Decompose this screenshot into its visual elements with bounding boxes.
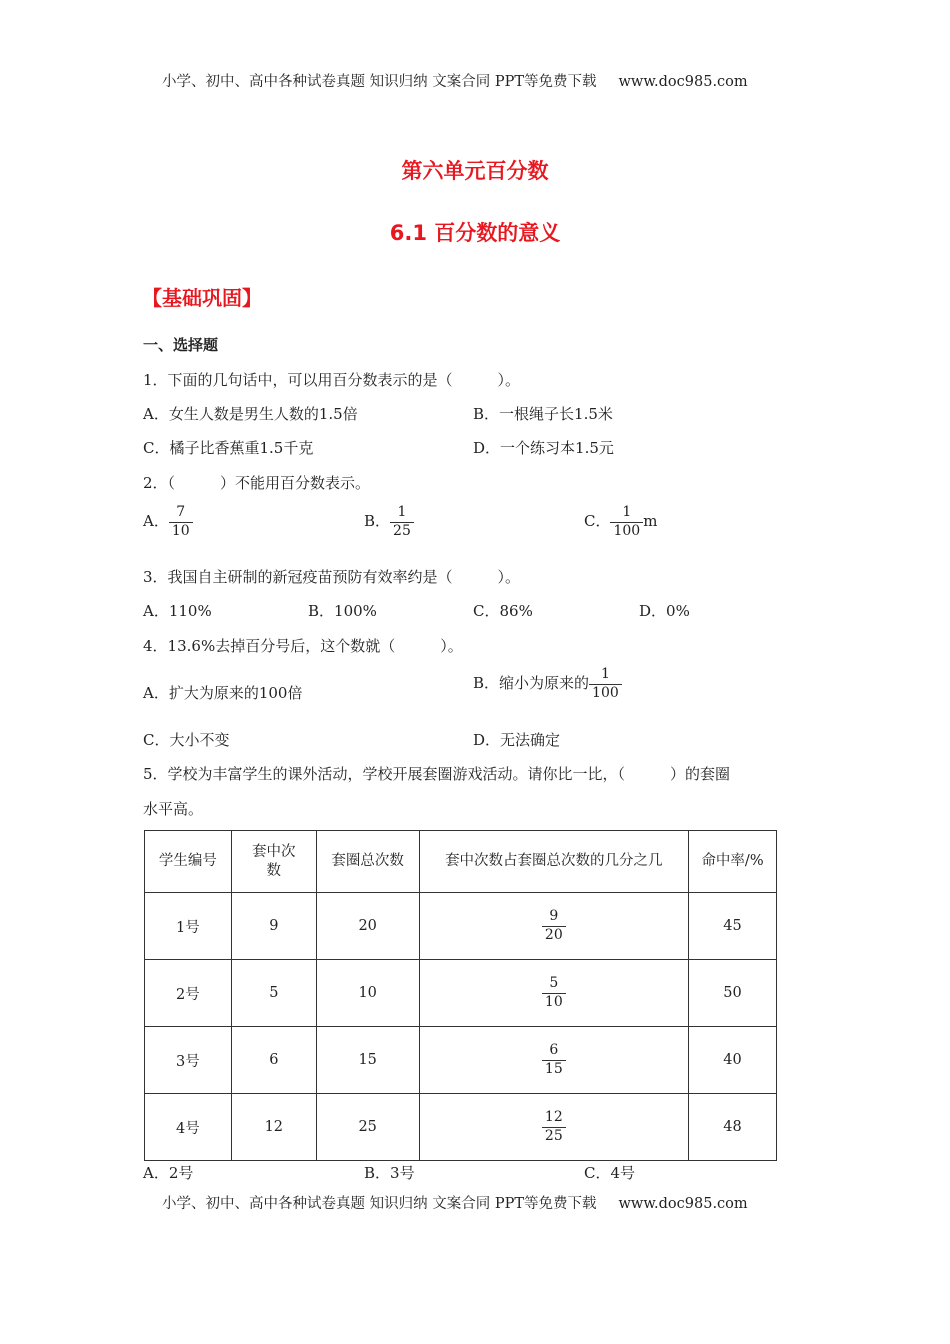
header-banner <box>162 70 748 91</box>
q3-option-a: A．110% <box>143 602 212 620</box>
cell-fraction <box>419 960 688 1027</box>
cell-rate: 48 <box>689 1094 777 1161</box>
fraction-denominator: 15 <box>542 1060 566 1079</box>
q2-option-c-label: C． <box>584 512 611 530</box>
fraction-denominator: 10 <box>542 993 566 1012</box>
header-hits-text: 套中次数 <box>252 844 296 879</box>
cell-fraction <box>419 893 688 960</box>
q5-option-a: A．2号 <box>143 1164 194 1182</box>
fraction-denominator: 25 <box>390 522 414 541</box>
q4-option-d: D．无法确定 <box>473 731 561 749</box>
q3-stem: 3．我国自主研制的新冠疫苗预防有效率约是（ ）。 <box>143 568 521 586</box>
fraction-numerator: 7 <box>176 504 186 520</box>
header-fraction: 套中次数占套圈总次数的几分之几 <box>419 831 688 893</box>
q4-option-b <box>473 666 622 702</box>
cell-fraction <box>419 1027 688 1094</box>
cell-total: 15 <box>316 1027 419 1094</box>
q2-option-c <box>584 504 657 540</box>
cell-hits: 5 <box>231 960 316 1027</box>
cell-student-id: 2号 <box>145 960 232 1027</box>
table-row <box>145 893 777 960</box>
q2-option-b-fraction <box>390 504 414 540</box>
q5-stem-line1: 5．学校为丰富学生的课外活动，学校开展套圈游戏活动。请你比一比，（ ）的套圈 <box>143 765 731 783</box>
cell-rate: 40 <box>689 1027 777 1094</box>
page-subtitle: 6.1 百分数的意义 <box>389 221 561 245</box>
q2-stem: 2．（ ）不能用百分数表示。 <box>143 474 371 492</box>
footer-text: 小学、初中、高中各种试卷真题 知识归纳 文案合同 PPT等免费下载 <box>162 1196 597 1212</box>
cell-hits: 12 <box>231 1094 316 1161</box>
fraction-denominator: 20 <box>542 926 566 945</box>
cell-hits: 9 <box>231 893 316 960</box>
q4-option-c: C．大小不变 <box>143 731 230 749</box>
cell-total: 10 <box>316 960 419 1027</box>
header-hits <box>231 831 316 893</box>
cell-fraction <box>419 1094 688 1161</box>
fraction-numerator: 9 <box>549 908 559 924</box>
q2-option-c-fraction <box>610 504 643 540</box>
header-text: 小学、初中、高中各种试卷真题 知识归纳 文案合同 PPT等免费下载 <box>162 74 597 90</box>
ring-toss-table <box>144 830 777 1161</box>
cell-student-id: 4号 <box>145 1094 232 1161</box>
part-heading: 一、选择题 <box>143 336 219 354</box>
cell-student-id: 3号 <box>145 1027 232 1094</box>
q4-option-b-label: B．缩小为原来的 <box>473 674 590 692</box>
q4-option-a: A．扩大为原来的100倍 <box>143 684 303 702</box>
q3-option-c: C．86% <box>473 602 533 620</box>
fraction-numerator: 1 <box>622 504 632 520</box>
cell-rate: 45 <box>689 893 777 960</box>
q5-option-c: C．4号 <box>584 1164 636 1182</box>
table-header-row <box>145 831 777 893</box>
header-student-id: 学生编号 <box>145 831 232 893</box>
q2-option-a <box>143 504 193 540</box>
q2-option-b-label: B． <box>364 512 391 530</box>
q2-option-a-fraction <box>169 504 193 540</box>
q3-option-d: D．0% <box>639 602 690 620</box>
table-row <box>145 1094 777 1161</box>
cell-student-id: 1号 <box>145 893 232 960</box>
q3-option-b: B．100% <box>308 602 377 620</box>
footer-banner <box>162 1192 748 1213</box>
table-row <box>145 960 777 1027</box>
footer-url[interactable]: www.doc985.com <box>618 1196 748 1212</box>
cell-rate: 50 <box>689 960 777 1027</box>
fraction <box>542 1042 566 1078</box>
cell-hits: 6 <box>231 1027 316 1094</box>
q1-option-c: C．橘子比香蕉重1.5千克 <box>143 439 314 457</box>
fraction-denominator: 10 <box>169 522 193 541</box>
cell-total: 20 <box>316 893 419 960</box>
fraction <box>542 908 566 944</box>
q1-stem: 1．下面的几句话中，可以用百分数表示的是（ ）。 <box>143 371 521 389</box>
header-rate: 命中率/% <box>689 831 777 893</box>
q5-option-b: B．3号 <box>364 1164 415 1182</box>
q5-stem-line2: 水平高。 <box>143 800 204 818</box>
table-row <box>145 1027 777 1094</box>
q4-stem: 4．13.6%去掉百分号后，这个数就（ ）。 <box>143 637 463 655</box>
q1-option-b: B．一根绳子长1.5米 <box>473 405 613 423</box>
q2-option-a-label: A． <box>143 512 169 530</box>
header-total: 套圈总次数 <box>316 831 419 893</box>
fraction-numerator: 6 <box>549 1042 559 1058</box>
fraction <box>542 975 566 1011</box>
fraction-denominator: 25 <box>542 1127 566 1146</box>
fraction-numerator: 1 <box>397 504 407 520</box>
page-title: 第六单元百分数 <box>401 159 549 183</box>
fraction-denominator: 100 <box>610 522 643 541</box>
fraction-numerator: 12 <box>544 1109 563 1125</box>
section-heading: 【基础巩固】 <box>142 286 262 310</box>
fraction-numerator: 5 <box>549 975 559 991</box>
q1-option-d: D．一个练习本1.5元 <box>473 439 614 457</box>
q2-option-c-unit: m <box>643 512 658 530</box>
q1-option-a: A．女生人数是男生人数的1.5倍 <box>143 405 358 423</box>
fraction-denominator: 100 <box>589 684 622 703</box>
header-url[interactable]: www.doc985.com <box>618 74 748 90</box>
q4-option-b-fraction <box>589 666 622 702</box>
cell-total: 25 <box>316 1094 419 1161</box>
q2-option-b <box>364 504 414 540</box>
fraction-numerator: 1 <box>600 666 610 682</box>
fraction <box>542 1109 566 1145</box>
